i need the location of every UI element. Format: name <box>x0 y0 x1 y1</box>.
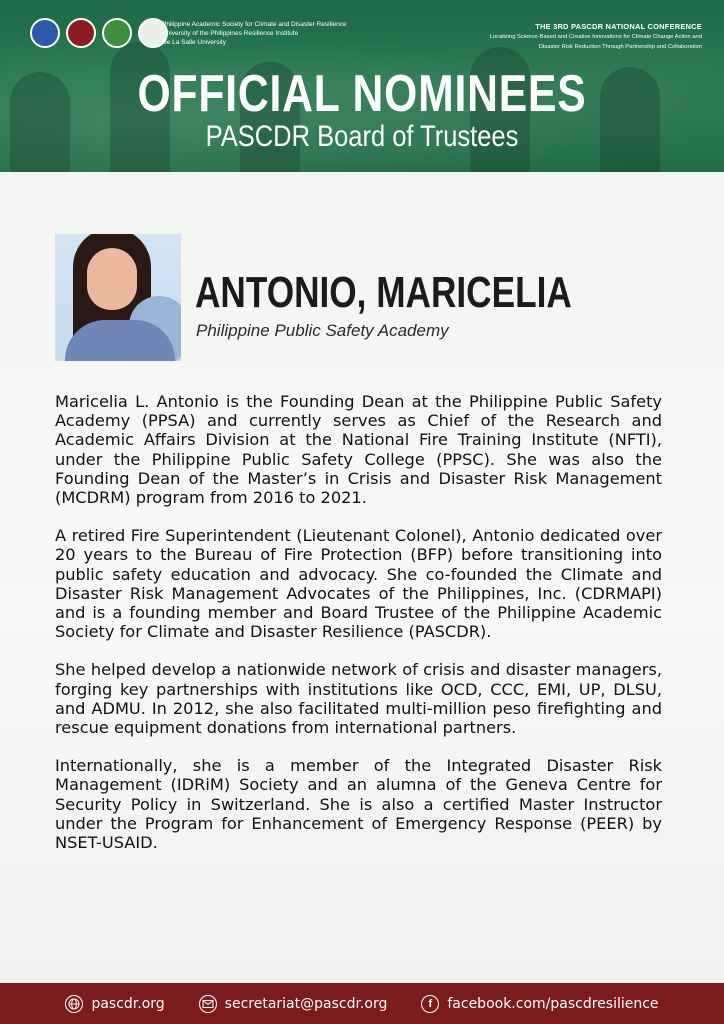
photo-face <box>87 248 137 310</box>
nominee-name: ANTONIO, MARICELIA <box>195 268 572 317</box>
leaf-logo <box>102 18 132 48</box>
footer-website-text: pascdr.org <box>91 995 165 1012</box>
nominee-photo <box>55 234 181 361</box>
page-title: OFFICIAL NOMINEES <box>137 65 587 123</box>
org-line: De La Salle University <box>162 39 226 46</box>
mail-icon <box>199 995 217 1013</box>
facebook-icon: f <box>421 995 439 1013</box>
header-banner <box>0 0 724 172</box>
conference-subtitle: Disaster Risk Reduction Through Partnership and Collaboration <box>538 44 702 50</box>
footer-facebook-link[interactable] <box>421 995 658 1013</box>
bio-paragraph: Internationally, she is a member of the Integrated Disaster Risk Management (IDRiM) Society and an alumna of the Geneva Centre for Security Policy in Switzerland. She is also a certified Master Instructor under the Program for Enhancement of Emergency Response (PEER) by NSET-USAID. <box>55 756 662 853</box>
bio-paragraph: A retired Fire Superintendent (Lieutenant Colonel), Antonio dedicated over 20 years to the Bureau of Fire Protection (BFP) before transitioning into public safety education and advocacy. She co-founded the Climate and Disaster Risk Management Advocates of the Philippines, Inc. (CDRMAPI) and is a founding member and Board Trustee of the Philippine Academic Society for Climate and Disaster Resilience (PASCDR). <box>55 526 662 642</box>
organization-lines <box>162 20 347 47</box>
globe-icon <box>65 995 83 1013</box>
footer-email-link[interactable] <box>199 995 388 1013</box>
footer-bar <box>0 983 724 1024</box>
logo-group <box>30 18 168 48</box>
org-line: University of the Philippines Resilience Institute <box>162 30 299 37</box>
nominee-bio <box>55 392 662 871</box>
bio-paragraph: She helped develop a nationwide network of crisis and disaster managers, forging key partnerships with institutions like OCD, CCC, EMI, UP, DLSU, and ADMU. In 2012, she also facilitated multi-million peso firefighting and rescue equipment donations from international partners. <box>55 660 662 738</box>
pascdr-logo <box>30 18 60 48</box>
conference-title: THE 3RD PASCDR NATIONAL CONFERENCE <box>535 22 702 31</box>
nominee-affiliation: Philippine Public Safety Academy <box>196 321 449 340</box>
seal-logo <box>66 18 96 48</box>
footer-website-link[interactable] <box>65 995 164 1013</box>
page-subtitle: PASCDR Board of Trustees <box>205 120 519 153</box>
conference-info <box>490 22 702 51</box>
conference-subtitle: Localizing Science-Based and Creative Innovations for Climate Change Action and <box>489 34 702 40</box>
bio-paragraph: Maricelia L. Antonio is the Founding Dean at the Philippine Public Safety Academy (PPSA) and currently serves as Chief of the Research and Academic Affairs Division at the National Fire Training Institute (NFTI), under the Philippine Public Safety College (PPSC). She was also the Founding Dean of the Master’s in Crisis and Disaster Risk Management (MCDRM) program from 2016 to 2021. <box>55 392 662 508</box>
footer-facebook-text: facebook.com/pascdresilience <box>447 995 659 1012</box>
footer-email-text: secretariat@pascdr.org <box>224 995 388 1012</box>
org-line: Philippine Academic Society for Climate and Disaster Resilience <box>162 21 347 28</box>
